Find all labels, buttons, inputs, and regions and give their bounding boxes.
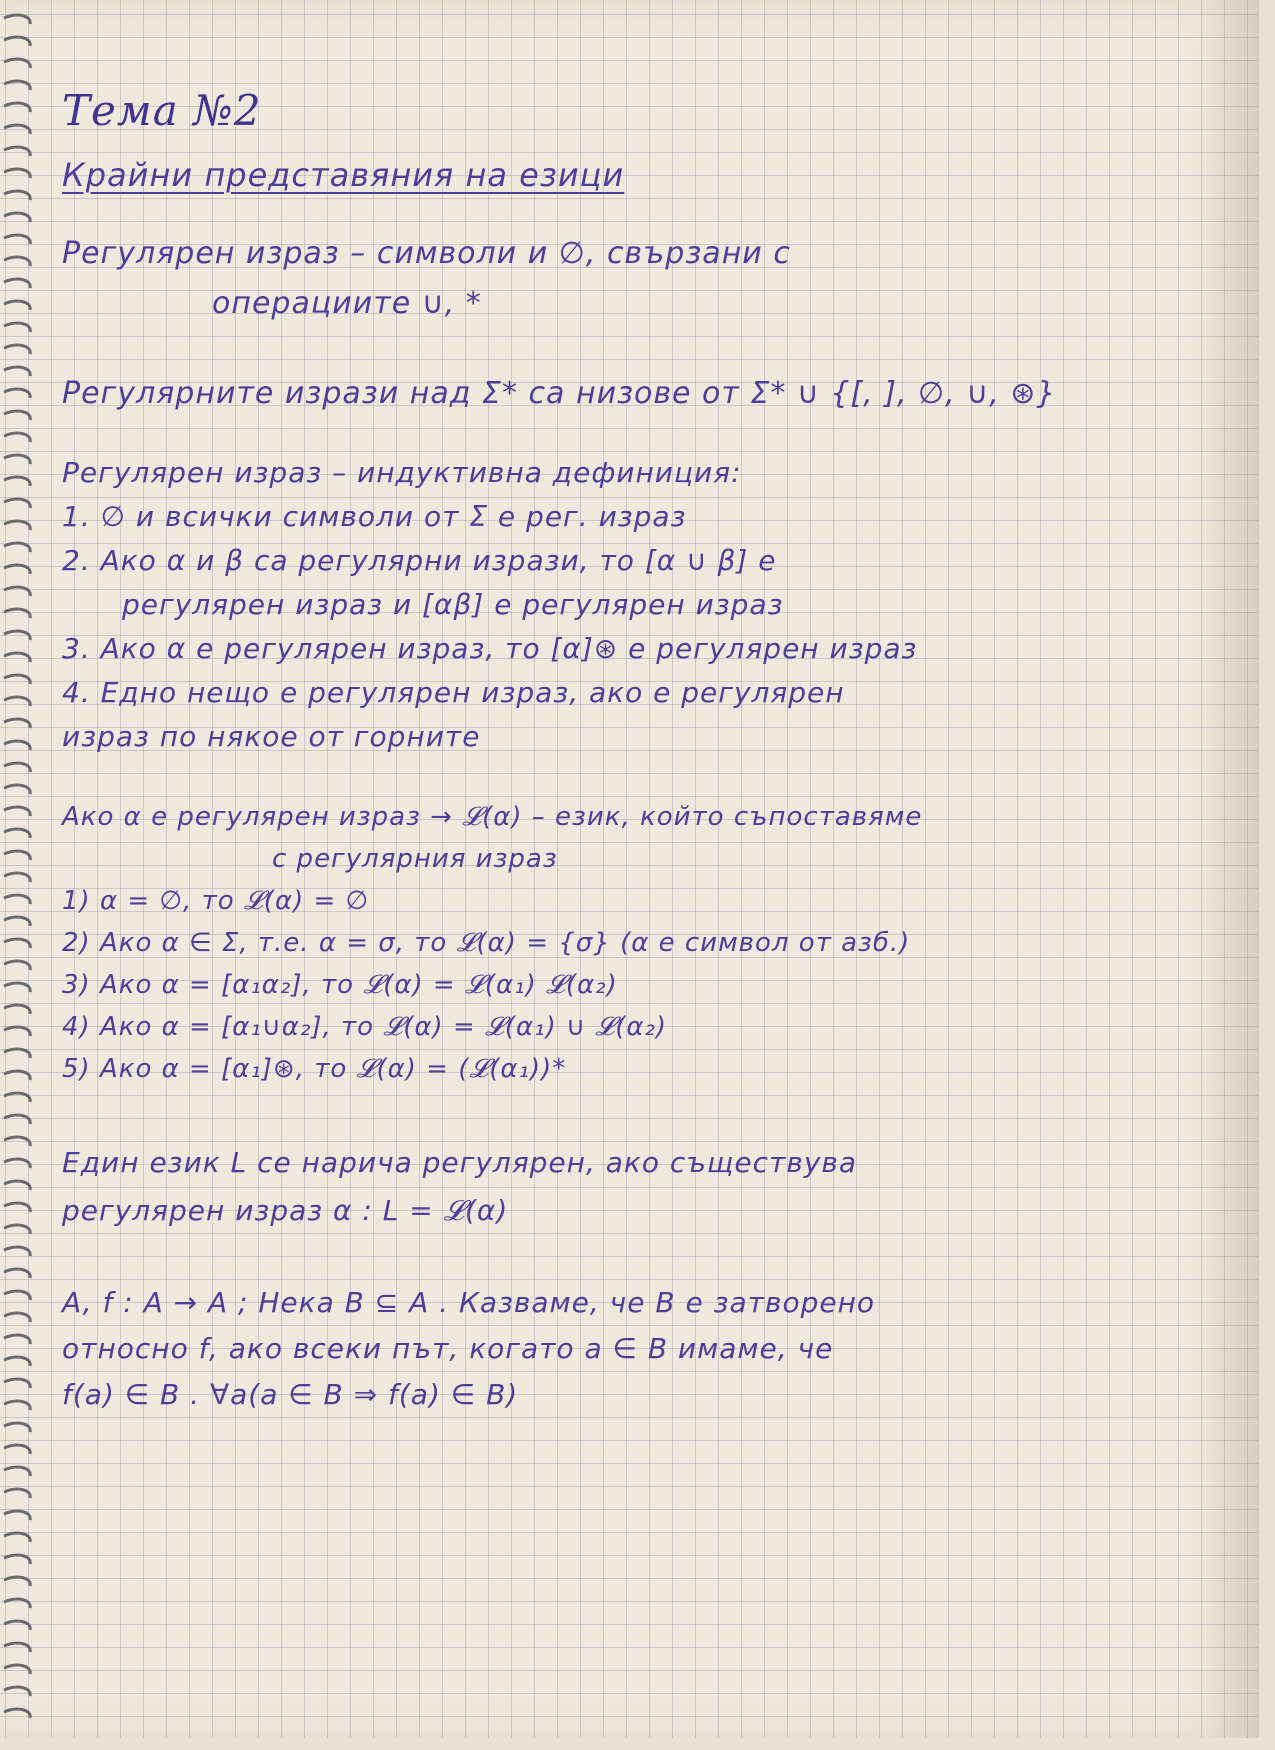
spiral-ring bbox=[4, 565, 30, 574]
spiral-ring bbox=[4, 609, 30, 618]
regular-language-line-1: Един език L се нарича регулярен, ако съществува bbox=[62, 1146, 858, 1179]
spiral-ring bbox=[4, 301, 30, 310]
language-item-4: 4) Ако α = [α₁∪α₂], то 𝓛(α) = 𝓛(α₁) ∪ 𝓛(α₂) bbox=[62, 1012, 668, 1042]
language-item-1: 1) α = ∅, то 𝓛(α) = ∅ bbox=[62, 886, 370, 916]
language-item-2: 2) Ако α ∈ Σ, т.е. α = σ, то 𝓛(α) = {σ} (α е символ от азб.) bbox=[62, 928, 911, 958]
spiral-ring bbox=[4, 1489, 30, 1498]
closure-line-2: относно f, ако всеки път, когато a ∈ B имаме, че bbox=[62, 1332, 834, 1365]
language-heading: Ако α е регулярен израз → 𝓛(α) – език, който съпоставяме bbox=[62, 802, 923, 832]
spiral-ring bbox=[4, 587, 30, 596]
spiral-ring bbox=[4, 961, 30, 970]
regex-over-alphabet: Регулярните изрази над Σ* са низове от Σ* ∪ {[, ], ∅, ∪, ⊛} bbox=[62, 376, 1057, 411]
spiral-ring bbox=[4, 653, 30, 662]
spiral-ring bbox=[4, 1467, 30, 1476]
spiral-ring bbox=[4, 411, 30, 420]
spiral-ring bbox=[4, 257, 30, 266]
spiral-ring bbox=[4, 1115, 30, 1124]
spiral-ring bbox=[4, 1335, 30, 1344]
inductive-item-2: 2. Ако α и β са регулярни изрази, то [α ∪ β] е bbox=[62, 544, 777, 577]
spiral-ring bbox=[4, 1313, 30, 1322]
spiral-binding bbox=[0, 8, 40, 1728]
spiral-ring bbox=[4, 741, 30, 750]
spiral-ring bbox=[4, 1511, 30, 1520]
spiral-ring bbox=[4, 1181, 30, 1190]
spiral-ring bbox=[4, 455, 30, 464]
spiral-ring bbox=[4, 1665, 30, 1674]
regular-language-line-2: регулярен израз α : L = 𝓛(α) bbox=[62, 1194, 509, 1227]
spiral-ring bbox=[4, 1687, 30, 1696]
spiral-ring bbox=[4, 1445, 30, 1454]
spiral-ring bbox=[4, 323, 30, 332]
closure-line-3: f(a) ∈ B . ∀a(a ∈ B ⇒ f(a) ∈ B) bbox=[62, 1378, 519, 1411]
spiral-ring bbox=[4, 389, 30, 398]
language-heading-cont: с регулярния израз bbox=[272, 844, 558, 874]
spiral-ring bbox=[4, 1401, 30, 1410]
inductive-definition-heading: Регулярен израз – индуктивна дефиниция: bbox=[62, 456, 742, 489]
spiral-ring bbox=[4, 851, 30, 860]
spiral-ring bbox=[4, 1577, 30, 1586]
closure-line-1: A, f : A → A ; Нека B ⊆ A . Казваме, че B е затворено bbox=[62, 1286, 876, 1319]
spiral-ring bbox=[4, 543, 30, 552]
regex-short-line-1: Регулярен израз – символи и ∅, свързани с bbox=[62, 236, 791, 271]
spiral-ring bbox=[4, 1027, 30, 1036]
spiral-ring bbox=[4, 807, 30, 816]
spiral-ring bbox=[4, 37, 30, 46]
spiral-ring bbox=[4, 1643, 30, 1652]
spiral-ring bbox=[4, 1423, 30, 1432]
spiral-ring bbox=[4, 873, 30, 882]
spiral-ring bbox=[4, 213, 30, 222]
spiral-ring bbox=[4, 1379, 30, 1388]
spiral-ring bbox=[4, 103, 30, 112]
spiral-ring bbox=[4, 235, 30, 244]
spiral-ring bbox=[4, 1599, 30, 1608]
spiral-ring bbox=[4, 1071, 30, 1080]
spiral-ring bbox=[4, 367, 30, 376]
spiral-ring bbox=[4, 1357, 30, 1366]
topic-title: Тема №2 bbox=[62, 86, 262, 135]
spiral-ring bbox=[4, 1269, 30, 1278]
spiral-ring bbox=[4, 15, 30, 24]
topic-subtitle: Крайни представяния на езици bbox=[62, 156, 625, 194]
spiral-ring bbox=[4, 345, 30, 354]
spiral-ring bbox=[4, 1049, 30, 1058]
inductive-item-2-cont: регулярен израз и [αβ] е регулярен израз bbox=[122, 588, 784, 621]
spiral-ring bbox=[4, 1555, 30, 1564]
spiral-ring bbox=[4, 191, 30, 200]
spiral-ring bbox=[4, 147, 30, 156]
spiral-ring bbox=[4, 917, 30, 926]
spiral-ring bbox=[4, 1159, 30, 1168]
spiral-ring bbox=[4, 631, 30, 640]
spiral-ring bbox=[4, 81, 30, 90]
spiral-ring bbox=[4, 675, 30, 684]
spiral-ring bbox=[4, 895, 30, 904]
spiral-ring bbox=[4, 785, 30, 794]
spiral-ring bbox=[4, 125, 30, 134]
spiral-ring bbox=[4, 1621, 30, 1630]
spiral-ring bbox=[4, 59, 30, 68]
regex-short-line-2: операциите ∪, * bbox=[212, 286, 482, 321]
language-item-3: 3) Ако α = [α₁α₂], то 𝓛(α) = 𝓛(α₁) 𝓛(α₂) bbox=[62, 970, 618, 1000]
spiral-ring bbox=[4, 1005, 30, 1014]
spiral-ring bbox=[4, 763, 30, 772]
spiral-ring bbox=[4, 1533, 30, 1542]
spiral-ring bbox=[4, 829, 30, 838]
spiral-ring bbox=[4, 1247, 30, 1256]
spiral-ring bbox=[4, 1291, 30, 1300]
spiral-ring bbox=[4, 1203, 30, 1212]
spiral-ring bbox=[4, 1709, 30, 1718]
spiral-ring bbox=[4, 983, 30, 992]
inductive-item-1: 1. ∅ и всички символи от Σ е рег. израз bbox=[62, 500, 687, 533]
spiral-ring bbox=[4, 1137, 30, 1146]
spiral-ring bbox=[4, 499, 30, 508]
spiral-ring bbox=[4, 719, 30, 728]
inductive-item-4: 4. Едно нещо е регулярен израз, ако е регулярен bbox=[62, 676, 845, 709]
spiral-ring bbox=[4, 939, 30, 948]
inductive-item-3: 3. Ако α е регулярен израз, то [α]⊛ е регулярен израз bbox=[62, 632, 918, 665]
spiral-ring bbox=[4, 477, 30, 486]
spiral-ring bbox=[4, 1093, 30, 1102]
inductive-item-4-cont: израз по някое от горните bbox=[62, 720, 481, 753]
spiral-ring bbox=[4, 521, 30, 530]
spiral-ring bbox=[4, 697, 30, 706]
spiral-ring bbox=[4, 433, 30, 442]
spiral-ring bbox=[4, 279, 30, 288]
spiral-ring bbox=[4, 1225, 30, 1234]
language-item-5: 5) Ако α = [α₁]⊛, то 𝓛(α) = (𝓛(α₁))* bbox=[62, 1054, 567, 1084]
spiral-ring bbox=[4, 169, 30, 178]
